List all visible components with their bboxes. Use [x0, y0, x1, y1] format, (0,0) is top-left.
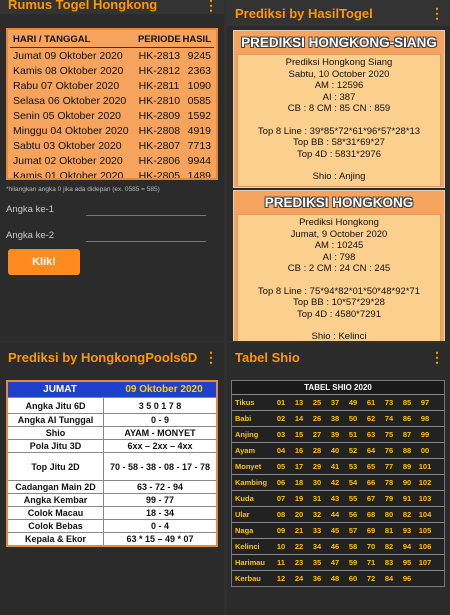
- shio-number: 64: [366, 446, 376, 455]
- table-row: [8, 153, 216, 168]
- shio-number: 93: [402, 526, 412, 535]
- label-angka-1: Angka ke-1: [6, 204, 55, 215]
- shio-number: 57: [348, 526, 358, 535]
- cell-date: Senin 05 Oktober 2020: [13, 109, 121, 122]
- table-row: [232, 554, 444, 570]
- cell-period: HK-2813: [138, 49, 181, 62]
- shio-number: 101: [418, 462, 432, 471]
- shio-number: 48: [330, 574, 340, 583]
- shio-number: 39: [330, 430, 340, 439]
- shio-number: 86: [402, 414, 412, 423]
- shio-number: 60: [348, 574, 358, 583]
- shio-number: 103: [418, 494, 432, 503]
- shio-number: 96: [402, 574, 412, 583]
- row-value: 3 5 0 1 7 8: [138, 400, 182, 411]
- shio-number: 65: [366, 462, 376, 471]
- cell-period: HK-2809: [138, 109, 181, 122]
- shio-number: 28: [312, 446, 322, 455]
- klik-button[interactable]: Klik!: [8, 249, 80, 275]
- card-line: Top BB : 58*31*69*27: [293, 137, 385, 148]
- panel-header: [227, 0, 450, 26]
- shio-number: 10: [276, 542, 286, 551]
- shio-number: 23: [294, 558, 304, 567]
- shio-number: 22: [294, 542, 304, 551]
- cell-period: HK-2807: [138, 139, 181, 152]
- shio-number: 31: [312, 494, 322, 503]
- shio-number: 70: [366, 542, 376, 551]
- shio-number: 52: [348, 446, 358, 455]
- cell-date: Sabtu 03 Oktober 2020: [13, 139, 122, 152]
- table-row: [232, 490, 444, 506]
- card-line: Top 8 Line : 39*85*72*61*96*57*28*13: [257, 125, 421, 137]
- table-row: [232, 458, 444, 474]
- row-value: 6xx – 2xx – 4xx: [127, 441, 193, 451]
- shio-number: 04: [276, 446, 286, 455]
- cell-result: 1489: [187, 169, 212, 180]
- row-value: 63 - 72 - 94: [136, 482, 184, 492]
- cell-period: HK-2811: [138, 79, 180, 92]
- shio-number: 32: [312, 510, 322, 519]
- card-line: AM : 12596: [314, 80, 364, 91]
- shio-number: 63: [366, 430, 376, 439]
- shio-number: 51: [348, 430, 358, 439]
- table-row: [232, 506, 444, 522]
- row-label: Top Jitu 2D: [8, 453, 104, 480]
- shio-number: 21: [294, 526, 304, 535]
- panel-header: [0, 343, 224, 371]
- shio-number: 71: [366, 558, 376, 567]
- row-value: 70 - 58 - 38 - 08 - 17 - 78: [109, 461, 211, 472]
- row-label: Angka Kembar: [8, 494, 104, 506]
- shio-number: 87: [402, 430, 412, 439]
- shio-number: 14: [294, 414, 304, 423]
- shio-number: 13: [294, 398, 304, 407]
- shio-number: 89: [402, 462, 412, 471]
- angka-2-input[interactable]: [86, 228, 206, 242]
- label-angka-2: Angka ke-2: [6, 230, 55, 241]
- card-line: Shio : Anjing: [312, 171, 366, 182]
- cell-result: 7713: [187, 139, 212, 152]
- card-line: Top BB : 10*57*29*28: [293, 297, 385, 308]
- shio-number: 42: [330, 478, 340, 487]
- note-text: *hilangkan angka 0 jika ada didepan (ex. 0585 = 585): [6, 186, 160, 193]
- shio-number: 30: [312, 478, 322, 487]
- table-row: [232, 426, 444, 442]
- shio-number: 02: [276, 414, 286, 423]
- shio-name: Kambing: [235, 478, 268, 487]
- shio-name: Kelinci: [235, 542, 260, 551]
- shio-number: 97: [420, 398, 430, 407]
- shio-name: Ular: [235, 510, 250, 519]
- shio-number: 00: [420, 446, 430, 455]
- table-row: [232, 410, 444, 426]
- shio-name: Monyet: [235, 462, 262, 471]
- table-row: [8, 78, 216, 93]
- shio-number: 75: [384, 430, 394, 439]
- card-line: AI : 798: [322, 251, 356, 263]
- shio-number: 74: [384, 414, 394, 423]
- row-label: Pola Jitu 3D: [8, 440, 104, 452]
- panel-rumus: [0, 0, 224, 341]
- shio-number: 106: [418, 542, 432, 551]
- card-line: Shio : Kelinci: [311, 331, 367, 341]
- table-row: [8, 452, 216, 480]
- cell-date: Selasa 06 Oktober 2020: [13, 94, 127, 107]
- card-line: Top 4D : 4580*7291: [297, 308, 381, 320]
- table-row: [8, 426, 216, 439]
- panel-header: [227, 343, 450, 371]
- card-line: AI : 387: [322, 91, 356, 103]
- table-row: [8, 439, 216, 452]
- table-row: [8, 48, 216, 63]
- prediction-table: [6, 380, 218, 547]
- table-row: [8, 168, 216, 180]
- cell-period: HK-2810: [138, 94, 181, 107]
- table-row: [8, 532, 216, 545]
- shio-number: 09: [276, 526, 286, 535]
- shio-number: 20: [294, 510, 304, 519]
- row-label: Angka AI Tunggal: [8, 414, 104, 426]
- shio-number: 80: [384, 510, 394, 519]
- shio-number: 24: [294, 574, 304, 583]
- shio-number: 16: [294, 446, 304, 455]
- cell-period: HK-2805: [138, 169, 181, 180]
- shio-number: 49: [348, 398, 358, 407]
- shio-number: 95: [402, 558, 412, 567]
- card-line: [240, 320, 438, 331]
- shio-number: 06: [276, 478, 286, 487]
- card-line: CB : 8 CM : 85 CN : 859: [287, 103, 391, 114]
- cell-period: HK-2812: [138, 64, 181, 77]
- shio-number: 36: [312, 574, 322, 583]
- shio-number: 43: [330, 494, 340, 503]
- shio-name: Anjing: [235, 430, 259, 439]
- shio-name: Naga: [235, 526, 254, 535]
- shio-number: 107: [418, 558, 432, 567]
- card-line: Sabtu, 10 October 2020: [288, 68, 390, 80]
- shio-number: 25: [312, 398, 322, 407]
- cell-result: 1592: [187, 109, 212, 122]
- card-line: [240, 160, 438, 171]
- shio-number: 105: [418, 526, 432, 535]
- panel-title: Prediksi by HasilTogel: [235, 5, 373, 21]
- shio-number: 69: [366, 526, 376, 535]
- row-value: 0 - 4: [150, 521, 169, 531]
- cell-date: Jumat 02 Oktober 2020: [13, 154, 123, 167]
- table-row: [8, 123, 216, 138]
- shio-number: 76: [384, 446, 394, 455]
- cell-date: Jumat 09 Oktober 2020: [13, 49, 123, 62]
- card-line: AM : 10245: [314, 240, 364, 251]
- table-row: [8, 493, 216, 506]
- shio-number: 104: [418, 510, 432, 519]
- shio-number: 78: [384, 478, 394, 487]
- shio-number: 27: [312, 430, 322, 439]
- shio-number: 03: [276, 430, 286, 439]
- cell-result: 1090: [187, 79, 212, 92]
- shio-name: Harimau: [235, 558, 266, 567]
- card-body: [237, 54, 441, 187]
- shio-number: 41: [330, 462, 340, 471]
- cell-period: HK-2808: [138, 124, 181, 137]
- header-result: HASIL: [182, 34, 211, 45]
- shio-number: 40: [330, 446, 340, 455]
- shio-number: 55: [348, 494, 358, 503]
- shio-number: 88: [402, 446, 412, 455]
- shio-number: 72: [366, 574, 376, 583]
- card-line: Jumat, 9 October 2020: [290, 228, 388, 240]
- more-menu-icon[interactable]: ⋮: [430, 349, 444, 365]
- shio-number: 62: [366, 414, 376, 423]
- card-body: [237, 214, 441, 341]
- panel-hongkongpools: [0, 343, 224, 615]
- card-line: CB : 2 CM : 24 CN : 245: [287, 263, 391, 274]
- header-date: HARI / TANGGAL: [13, 34, 91, 45]
- shio-number: 58: [348, 542, 358, 551]
- shio-number: 61: [366, 398, 376, 407]
- table-row: [232, 522, 444, 538]
- shio-number: 47: [330, 558, 340, 567]
- angka-1-input[interactable]: [86, 202, 206, 216]
- table-header: [10, 30, 214, 48]
- shio-number: 84: [384, 574, 394, 583]
- cell-period: HK-2806: [138, 154, 181, 167]
- table-row: [8, 480, 216, 493]
- table-row: [232, 394, 444, 410]
- shio-number: 46: [330, 542, 340, 551]
- card-line: [240, 115, 438, 126]
- shio-name: Babi: [235, 414, 252, 423]
- row-label: Colok Bebas: [8, 520, 104, 532]
- shio-number: 82: [384, 542, 394, 551]
- shio-name: Tikus: [235, 398, 255, 407]
- shio-number: 19: [294, 494, 304, 503]
- shio-number: 01: [276, 398, 286, 407]
- cell-date: Kamis 08 Oktober 2020: [13, 64, 124, 77]
- cell-date: Rabu 07 Oktober 2020: [13, 79, 120, 92]
- shio-number: 07: [276, 494, 286, 503]
- row-label: Angka Jitu 6D: [8, 398, 104, 413]
- cell-result: 9245: [187, 49, 212, 62]
- card-title: PREDIKSI HONGKONG: [234, 191, 444, 214]
- table-row: [232, 442, 444, 458]
- cell-result: 2363: [187, 64, 212, 77]
- shio-number: 73: [384, 398, 394, 407]
- panel-title: Rumus Togel Hongkong: [8, 0, 158, 12]
- shio-number: 44: [330, 510, 340, 519]
- shio-number: 08: [276, 510, 286, 519]
- shio-number: 83: [384, 558, 394, 567]
- table-row: [232, 474, 444, 490]
- shio-number: 05: [276, 462, 286, 471]
- shio-number: 67: [366, 494, 376, 503]
- shio-number: 15: [294, 430, 304, 439]
- shio-number: 79: [384, 494, 394, 503]
- table-row: [8, 413, 216, 426]
- panel-title: Prediksi by HongkongPools6D: [8, 349, 198, 365]
- table-caption: TABEL SHIO 2020: [232, 381, 444, 394]
- shio-number: 50: [348, 414, 358, 423]
- shio-number: 26: [312, 414, 322, 423]
- shio-name: Ayam: [235, 446, 256, 455]
- row-value: 18 - 34: [145, 508, 175, 518]
- shio-number: 82: [402, 510, 412, 519]
- shio-number: 85: [402, 398, 412, 407]
- shio-number: 29: [312, 462, 322, 471]
- row-label: Cadangan Main 2D: [8, 481, 104, 493]
- shio-number: 66: [366, 478, 376, 487]
- header-period: PERIODE: [137, 34, 181, 45]
- panel-hasiltogel: [227, 0, 450, 341]
- shio-number: 68: [366, 510, 376, 519]
- cell-result: 9944: [187, 154, 212, 167]
- more-menu-icon[interactable]: ⋮: [430, 5, 444, 21]
- table-row: [8, 138, 216, 153]
- shio-number: 98: [420, 414, 430, 423]
- row-label: Shio: [8, 427, 104, 439]
- table-row: [8, 506, 216, 519]
- shio-number: 54: [348, 478, 358, 487]
- card-line: Prediksi Hongkong: [299, 217, 379, 228]
- shio-number: 12: [276, 574, 286, 583]
- card-line: [240, 275, 438, 286]
- table-row: [8, 63, 216, 78]
- row-value: 99 - 77: [145, 495, 175, 505]
- shio-number: 11: [277, 558, 285, 567]
- panel-tabel-shio: [227, 343, 450, 615]
- shio-number: 35: [312, 558, 322, 567]
- table-row: [8, 397, 216, 413]
- table-row: [8, 108, 216, 123]
- shio-number: 38: [330, 414, 340, 423]
- shio-number: 45: [330, 526, 340, 535]
- card-line: Top 4D : 5831*2976: [297, 148, 381, 160]
- table-row: [8, 93, 216, 108]
- shio-number: 81: [384, 526, 394, 535]
- card-line: Top 8 Line : 75*94*82*01*50*48*92*71: [257, 285, 421, 297]
- row-label: Colok Macau: [8, 507, 104, 519]
- header-date: 09 Oktober 2020: [125, 384, 203, 395]
- cell-date: Minggu 04 Oktober 2020: [13, 124, 129, 137]
- shio-number: 33: [312, 526, 322, 535]
- shio-number: 53: [348, 462, 358, 471]
- table-row: [232, 570, 444, 586]
- row-value: AYAM - MONYET: [124, 428, 196, 438]
- panel-header: [0, 0, 224, 14]
- shio-number: 56: [348, 510, 358, 519]
- shio-number: 99: [420, 430, 430, 439]
- shio-number: 18: [294, 478, 304, 487]
- shio-number: 94: [402, 542, 412, 551]
- shio-number: 102: [418, 478, 432, 487]
- cell-date: Kamis 01 Oktober 2020: [13, 169, 124, 180]
- more-menu-icon[interactable]: ⋮: [204, 0, 218, 13]
- shio-number: 91: [402, 494, 412, 503]
- shio-number: 77: [384, 462, 394, 471]
- header-day: JUMAT: [43, 384, 77, 395]
- table-row: [232, 538, 444, 554]
- more-menu-icon[interactable]: ⋮: [204, 349, 218, 365]
- cell-result: 0585: [187, 94, 212, 107]
- shio-number: 17: [294, 462, 304, 471]
- table-header: [8, 382, 216, 397]
- shio-number: 59: [348, 558, 358, 567]
- shio-number: 37: [330, 398, 340, 407]
- prediction-card-hongkong: [233, 190, 445, 341]
- table-row: [8, 519, 216, 532]
- card-title: PREDIKSI HONGKONG-SIANG: [234, 31, 444, 54]
- prediction-card-siang: [233, 30, 445, 188]
- card-line: Prediksi Hongkong Siang: [285, 57, 393, 68]
- cell-result: 4919: [187, 124, 212, 137]
- shio-name: Kerbau: [235, 574, 261, 583]
- shio-table: [231, 380, 445, 587]
- row-label: Kepala & Ekor: [8, 533, 104, 545]
- shio-number: 34: [312, 542, 322, 551]
- shio-number: 90: [402, 478, 412, 487]
- row-value: 63 * 15 – 49 * 07: [126, 534, 194, 544]
- panel-title: Tabel Shio: [235, 349, 300, 365]
- results-table: [6, 28, 218, 180]
- row-value: 0 - 9: [150, 415, 169, 425]
- shio-name: Kuda: [235, 494, 254, 503]
